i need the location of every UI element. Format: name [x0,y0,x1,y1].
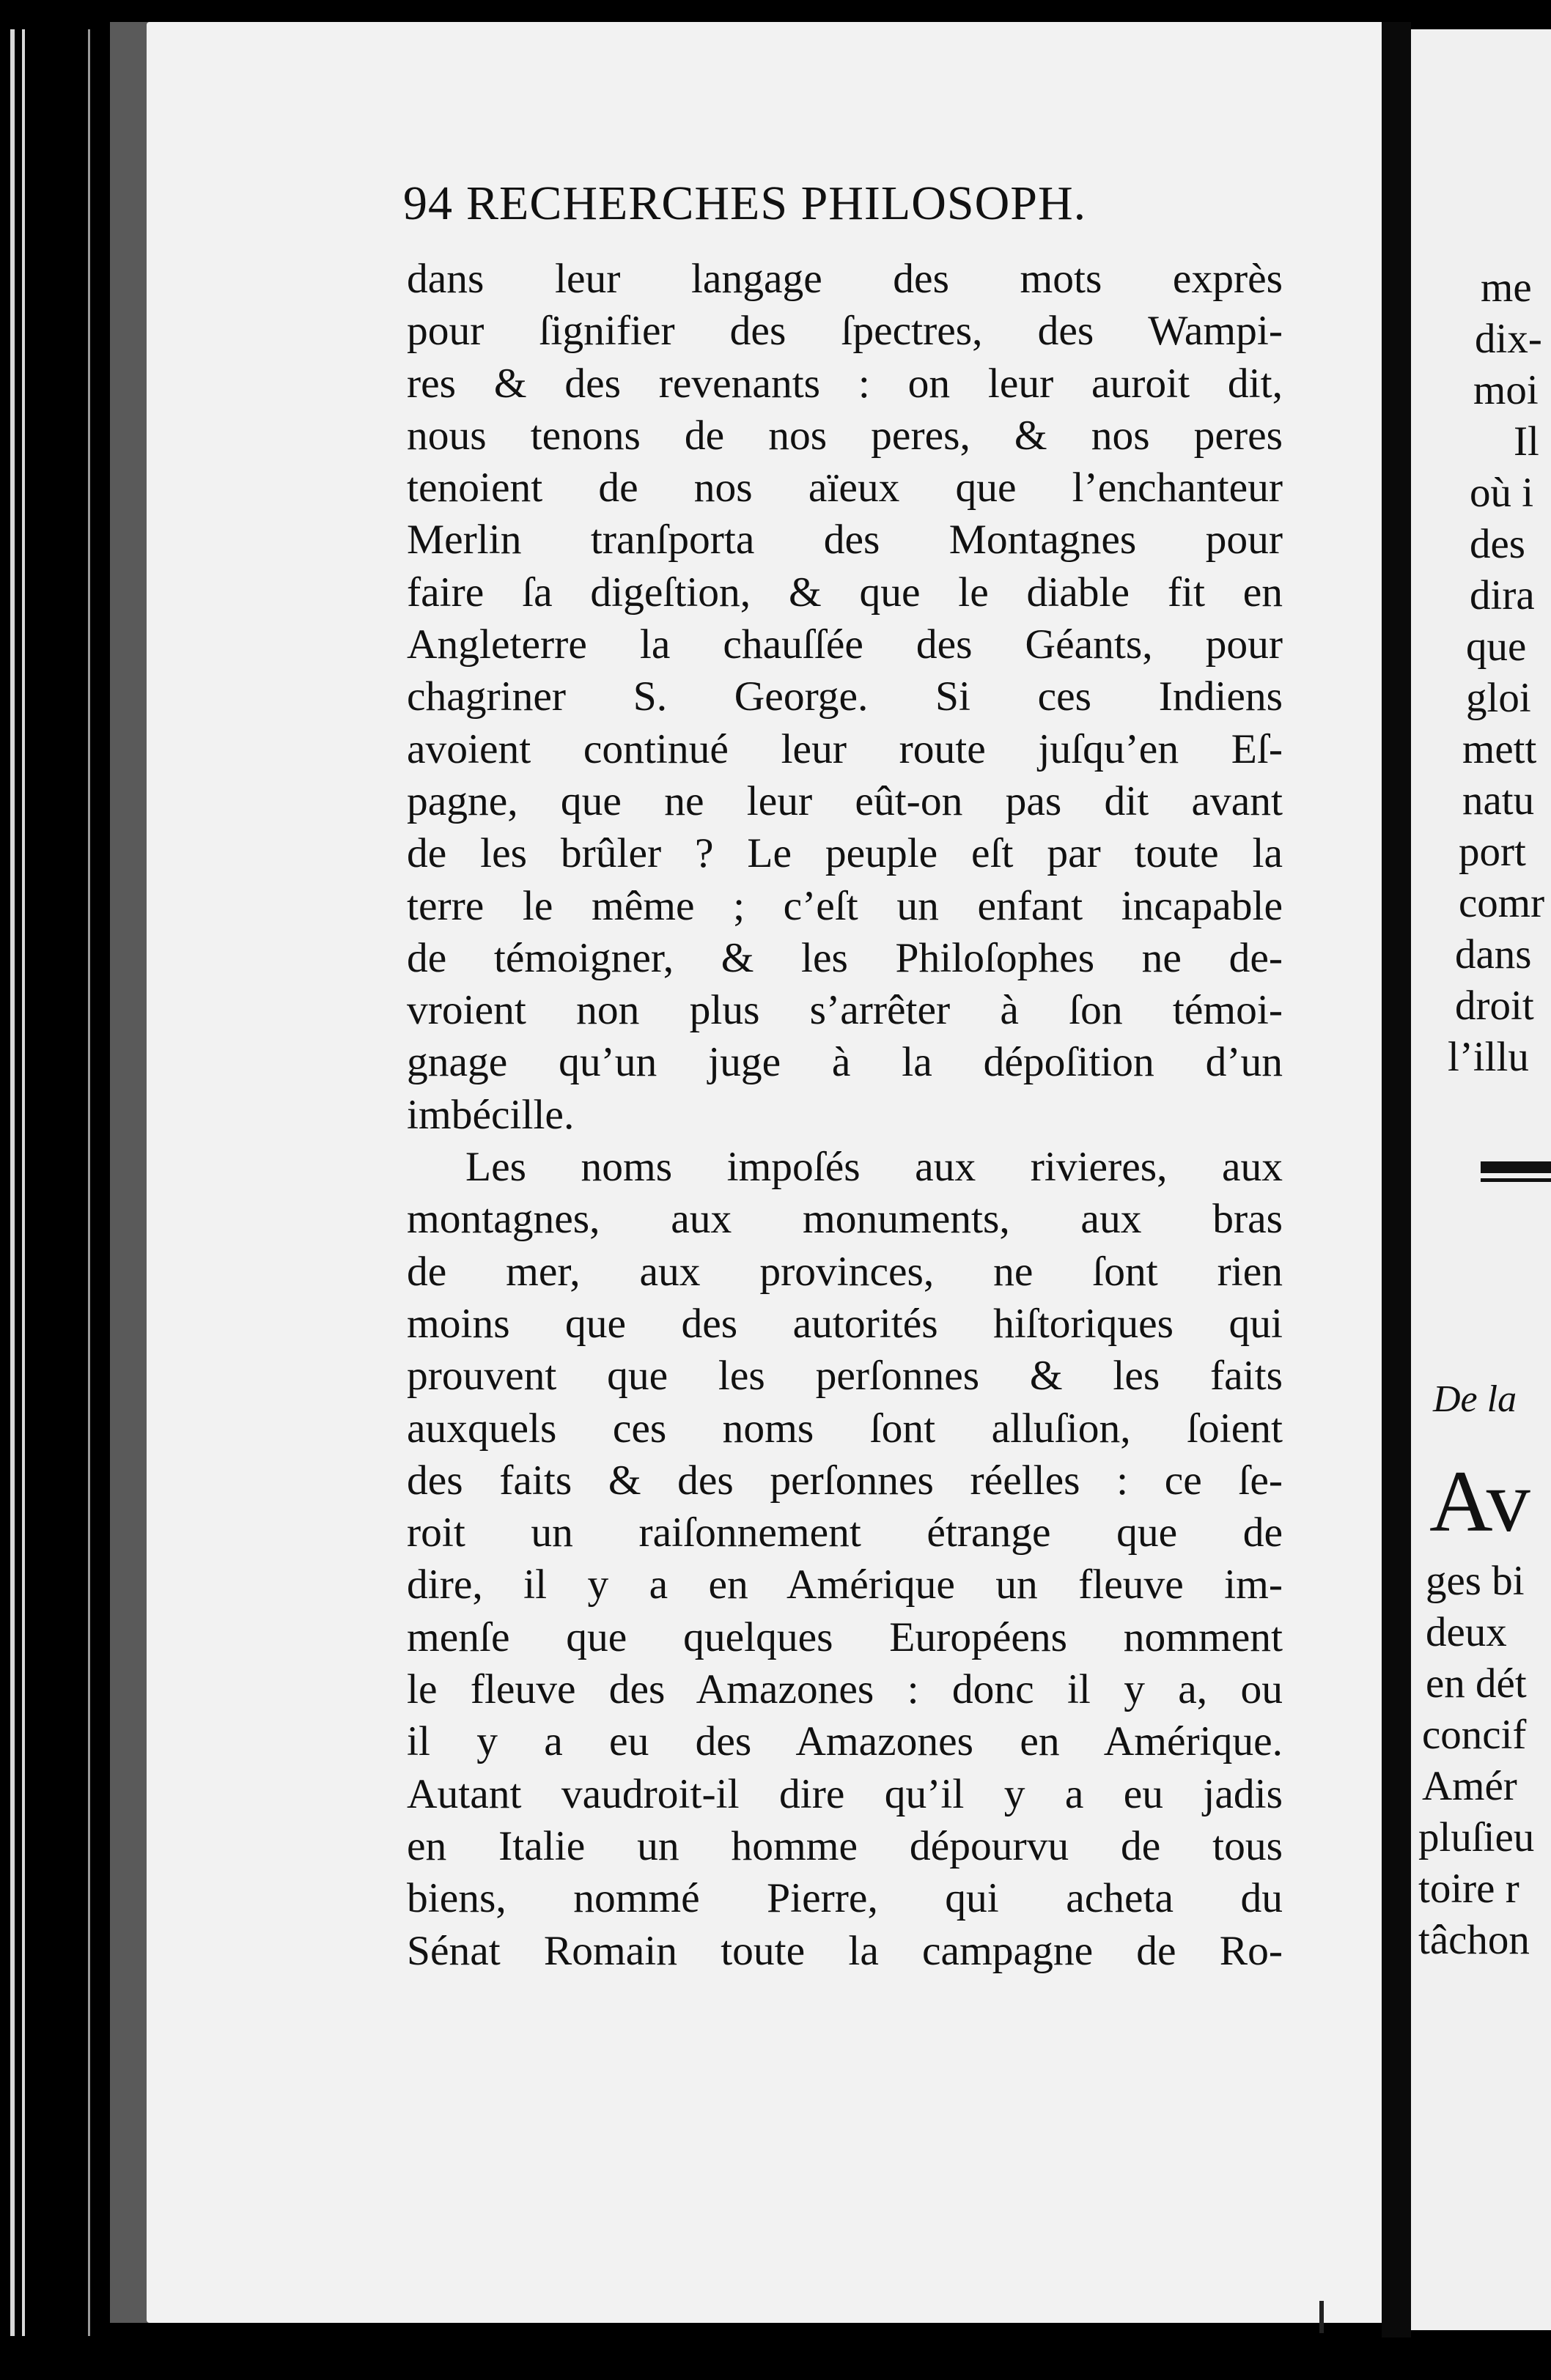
text-line: chagriner S. George. Si ces Indiens [407,673,1283,720]
right-page-fragment: gloi [1466,675,1531,721]
right-page-fragment: mett [1462,726,1537,772]
running-title: RECHERCHES PHILOSOPH. [466,177,1087,230]
right-page-fragment: tâchon [1418,1917,1530,1963]
text-line: de les brûler ? Le peuple eſt par toute la [407,830,1283,877]
text-line: tenoient de nos aïeux que l’enchanteur [407,465,1283,511]
right-page-rule [1481,1161,1551,1173]
text-line: Sénat Romain toute la campagne de Ro- [407,1927,1283,1974]
text-line: le fleuve des Amazones : donc il y a, ou [407,1666,1283,1713]
text-line: gnage qu’un juge à la dépoſition d’un [407,1039,1283,1086]
right-page-fragment: Amér [1422,1763,1517,1809]
right-page-fragment: que [1466,624,1527,670]
right-page-fragment: des [1470,521,1525,567]
text-line: menſe que quelques Européens nomment [407,1614,1283,1660]
text-line: terre le même ; c’eſt un enfant incapable [407,882,1283,929]
text-line: Angleterre la chauſſée des Géants, pour [407,621,1283,668]
text-line: il y a eu des Amazones en Amérique. [407,1718,1283,1765]
right-page-fragment: ges bi [1426,1558,1525,1604]
text-line: montagnes, aux monuments, aux bras [407,1196,1283,1243]
text-line: faire ſa digeſtion, & que le diable fit en [407,569,1283,616]
text-line: res & des revenants : on leur auroit dit, [407,360,1283,407]
paragraph-start-line: Les noms impoſés aux rivieres, aux [465,1144,1283,1191]
right-page-fragment: natu [1462,777,1535,824]
right-page-fragment: dix- [1475,316,1542,362]
text-line: pagne, que ne leur eût-on pas dit avant [407,777,1283,824]
scan-mark [1319,2301,1324,2333]
text-line: dire, il y a en Amérique un fleuve im- [407,1562,1283,1608]
page-number: 94 [403,177,453,230]
text-line: avoient continué leur route juſqu’en Eſ- [407,725,1283,772]
text-line: roit un raiſonnement étrange que de [407,1509,1283,1556]
text-line: dans leur langage des mots exprès [407,256,1283,302]
right-page-fragment: Il [1514,418,1539,465]
right-page-fragment: toire r [1418,1866,1519,1912]
text-line: biens, nommé Pierre, qui acheta du [407,1875,1283,1922]
right-page-heading: De la [1433,1378,1517,1420]
binding-line [10,29,15,2336]
page-gutter [1382,22,1411,2338]
right-page-fragment: dans [1455,931,1532,978]
right-page-fragment: me [1481,265,1532,311]
right-page-fragment: où i [1470,470,1534,516]
right-page-fragment: concif [1422,1712,1527,1758]
text-line: imbécille. [407,1091,575,1138]
right-page-fragment: l’illu [1448,1034,1529,1080]
book-binding-edge [0,0,110,2380]
text-line: moins que des autorités hiſtoriques qui [407,1300,1283,1347]
right-page-fragment: pluſieu [1418,1814,1535,1860]
binding-line [22,29,25,2336]
text-line: Merlin tranſporta des Montagnes pour [407,517,1283,563]
text-line: pour ſignifier des ſpectres, des Wampi- [407,308,1283,355]
text-line: prouvent que les perſonnes & les faits [407,1353,1283,1400]
right-page-dropcap: Av [1429,1452,1530,1550]
right-page-fragment: deux [1426,1609,1507,1655]
text-line: de témoigner, & les Philoſophes ne de- [407,934,1283,981]
text-line: Autant vaudroit-il dire qu’il y a eu jadis [407,1770,1283,1817]
right-page-fragment: port [1459,829,1526,875]
text-line: en Italie un homme dépourvu de tous [407,1822,1283,1869]
running-header [403,176,1283,232]
right-page-fragment: dira [1470,572,1535,618]
text-line: nous tenons de nos peres, & nos peres [407,412,1283,459]
binding-line [88,29,90,2336]
right-page-fragment: comr [1459,880,1545,926]
body-text [407,253,1283,1977]
text-line: vroient non plus s’arrêter à ſon témoi- [407,987,1283,1034]
right-page-rule [1481,1178,1551,1182]
text-line: auxquels ces noms ſont alluſion, ſoient [407,1405,1283,1452]
right-page-fragment: droit [1455,983,1534,1029]
text-line: des faits & des perſonnes réelles : ce ſe- [407,1457,1283,1504]
text-line: de mer, aux provinces, ne ſont rien [407,1248,1283,1295]
right-page-fragment: en dét [1426,1660,1527,1707]
right-page-fragment: moi [1473,367,1539,413]
